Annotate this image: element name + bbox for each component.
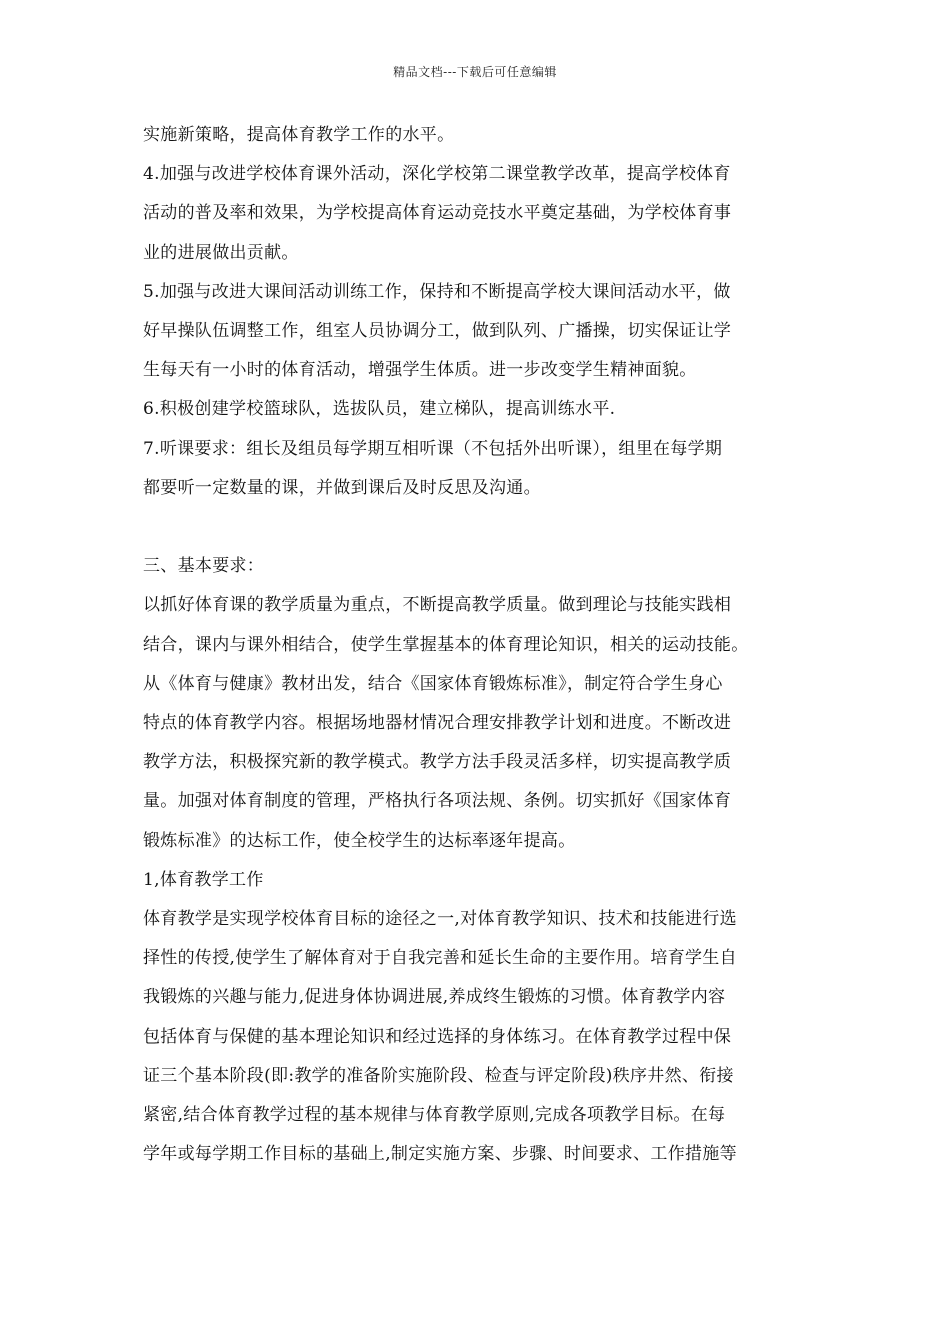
text-line: 从《体育与健康》教材出发，结合《国家体育锻炼标准》，制定符合学生身心 — [143, 673, 723, 694]
text-line: 特点的体育教学内容。根据场地器材情况合理安排教学计划和进度。不断改进 — [143, 713, 732, 734]
text-line: 活动的普及率和效果，为学校提高体育运动竞技水平奠定基础，为学校体育事 — [143, 203, 732, 224]
blank-line — [143, 508, 823, 547]
text-line: 7.听课要求：组长及组员每学期互相听课（不包括外出听课），组里在每学期 — [143, 438, 723, 459]
text-line: 5.加强与改进大课间活动训练工作，保持和不断提高学校大课间活动水平，做 — [143, 281, 731, 302]
text-line: 以抓好体育课的教学质量为重点，不断提高教学质量。做到理论与技能实践相 — [143, 595, 732, 616]
text-line: 教学方法，积极探究新的教学模式。教学方法手段灵活多样，切实提高教学质 — [143, 752, 732, 773]
text-line: 证三个基本阶段(即:教学的准备阶实施阶段、检查与评定阶段)秩序井然、衔接 — [143, 1065, 734, 1086]
text-line: 包括体育与保健的基本理论知识和经过选择的身体练习。在体育教学过程中保 — [143, 1026, 732, 1047]
text-line: 量。加强对体育制度的管理，严格执行各项法规、条例。切实抓好《国家体育 — [143, 791, 732, 812]
text-line: 择性的传授,使学生了解体育对于自我完善和延长生命的主要作用。培育学生自 — [143, 948, 737, 969]
text-line: 6.积极创建学校篮球队，选拔队员，建立梯队，提高训练水平. — [143, 399, 616, 420]
document-body — [143, 116, 823, 1174]
page-header: 精品文档---下载后可任意编辑 — [393, 65, 557, 79]
text-line: 好早操队伍调整工作，组室人员协调分工，做到队列、广播操，切实保证让学 — [143, 321, 732, 342]
text-line: 实施新策略，提高体育教学工作的水平。 — [143, 125, 455, 145]
section-heading: 三、基本要求： — [143, 556, 265, 577]
text-line: 学年或每学期工作目标的基础上,制定实施方案、步骤、时间要求、工作措施等 — [143, 1144, 737, 1165]
subsection-heading: 1,体育教学工作 — [143, 869, 264, 890]
text-line: 结合，课内与课外相结合，使学生掌握基本的体育理论知识，相关的运动技能。 — [143, 634, 749, 655]
text-line: 业的进展做出贡献。 — [143, 242, 299, 263]
text-line: 体育教学是实现学校体育目标的途径之一,对体育教学知识、技术和技能进行选 — [143, 909, 737, 930]
text-line: 我锻炼的兴趣与能力,促进身体协调进展,养成终生锻炼的习惯。体育教学内容 — [143, 987, 726, 1008]
text-line: 4.加强与改进学校体育课外活动，深化学校第二课堂教学改革，提高学校体育 — [143, 164, 731, 185]
text-line: 锻炼标准》的达标工作，使全校学生的达标率逐年提高。 — [143, 830, 576, 851]
text-line: 生每天有一小时的体育活动，增强学生体质。进一步改变学生精神面貌。 — [143, 360, 697, 381]
text-line: 紧密,结合体育教学过程的基本规律与体育教学原则,完成各项教学目标。在每 — [143, 1105, 726, 1126]
text-line: 都要听一定数量的课，并做到课后及时反思及沟通。 — [143, 477, 541, 498]
